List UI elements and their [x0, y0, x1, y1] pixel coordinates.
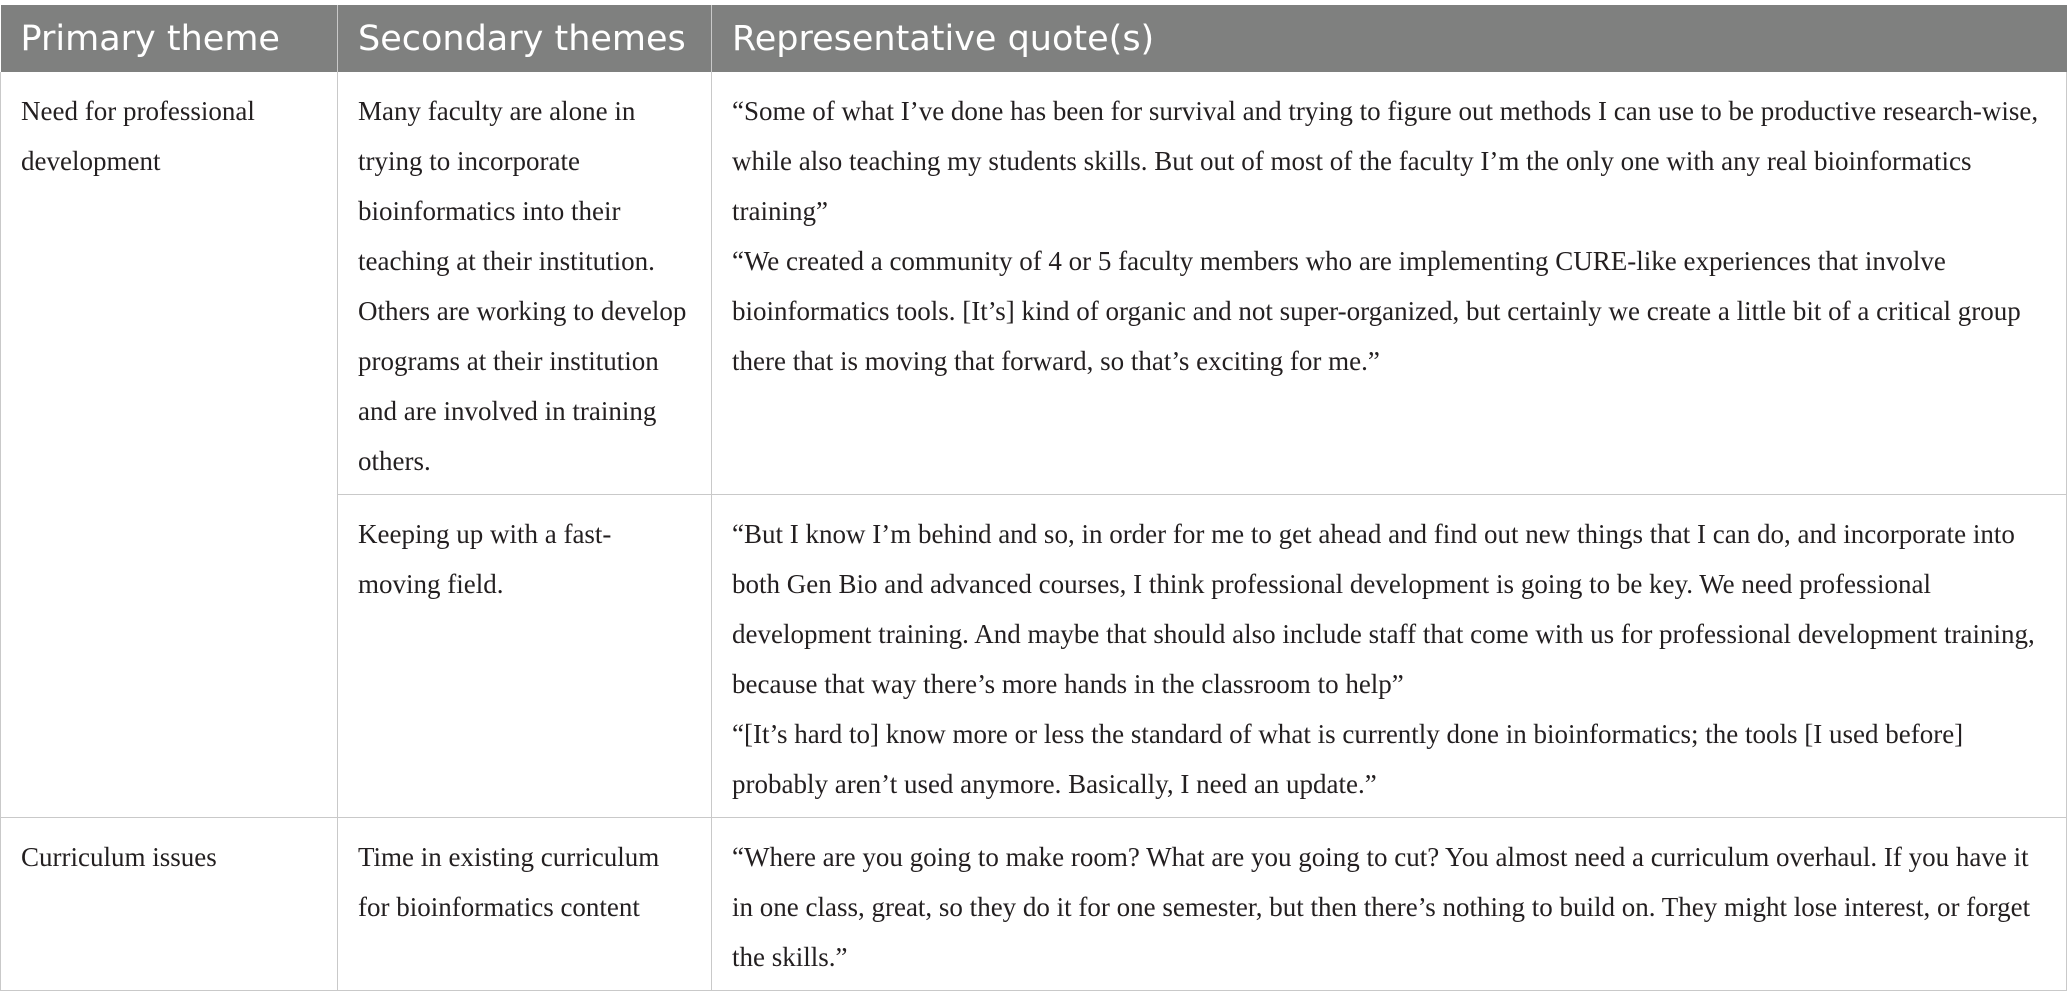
- quote-text: “Some of what I’ve done has been for survival and trying to figure out methods I can use to be productive research-wise, while also teaching my students skills. But out of most of the faculty I’m the only one with any real bioinformatics training”: [732, 96, 2039, 226]
- quotes-cell: [712, 72, 2067, 495]
- primary-theme-cell: Curriculum issues: [1, 818, 338, 991]
- header-primary-theme: Primary theme: [1, 5, 338, 72]
- themes-table-container: [0, 5, 2066, 991]
- secondary-theme-cell: Keeping up with a fast-moving field.: [338, 495, 712, 818]
- quotes-cell: [712, 495, 2067, 818]
- quotes-cell: [712, 818, 2067, 991]
- table-row: [1, 72, 2067, 495]
- header-secondary-themes: Secondary themes: [338, 5, 712, 72]
- header-row: [1, 5, 2067, 72]
- secondary-theme-cell: Time in existing curriculum for bioinformatics content: [338, 818, 712, 991]
- primary-theme-cell: Need for professional development: [1, 72, 338, 818]
- table-header: [1, 5, 2067, 72]
- secondary-theme-cell: Many faculty are alone in trying to incorporate bioinformatics into their teaching at their institution. Others are working to develop programs at their institution and are involved in training others.: [338, 72, 712, 495]
- table-row: [1, 818, 2067, 991]
- header-representative-quotes: Representative quote(s): [712, 5, 2067, 72]
- quote-text: “We created a community of 4 or 5 faculty members who are implementing CURE-like experiences that involve bioinformatics tools. [It’s] kind of organic and not super-organized, but certainly we create a little bit of a critical group there that is moving that forward, so that’s exciting for me.”: [732, 246, 2021, 376]
- quote-text: “[It’s hard to] know more or less the standard of what is currently done in bioinformatics; the tools [I used before] probably aren’t used anymore. Basically, I need an update.”: [732, 719, 1964, 799]
- quote-text: “But I know I’m behind and so, in order for me to get ahead and find out new things that I can do, and incorporate into both Gen Bio and advanced courses, I think professional development is going to be key. We need professional development training. And maybe that should also include staff that come with us for professional development training, because that way there’s more hands in the classroom to help”: [732, 519, 2035, 699]
- table-body: [1, 72, 2067, 991]
- quote-text: “Where are you going to make room? What are you going to cut? You almost need a curriculum overhaul. If you have it in one class, great, so they do it for one semester, but then there’s nothing to build on. They might lose interest, or forget the skills.”: [732, 842, 2031, 972]
- themes-table: [0, 5, 2067, 991]
